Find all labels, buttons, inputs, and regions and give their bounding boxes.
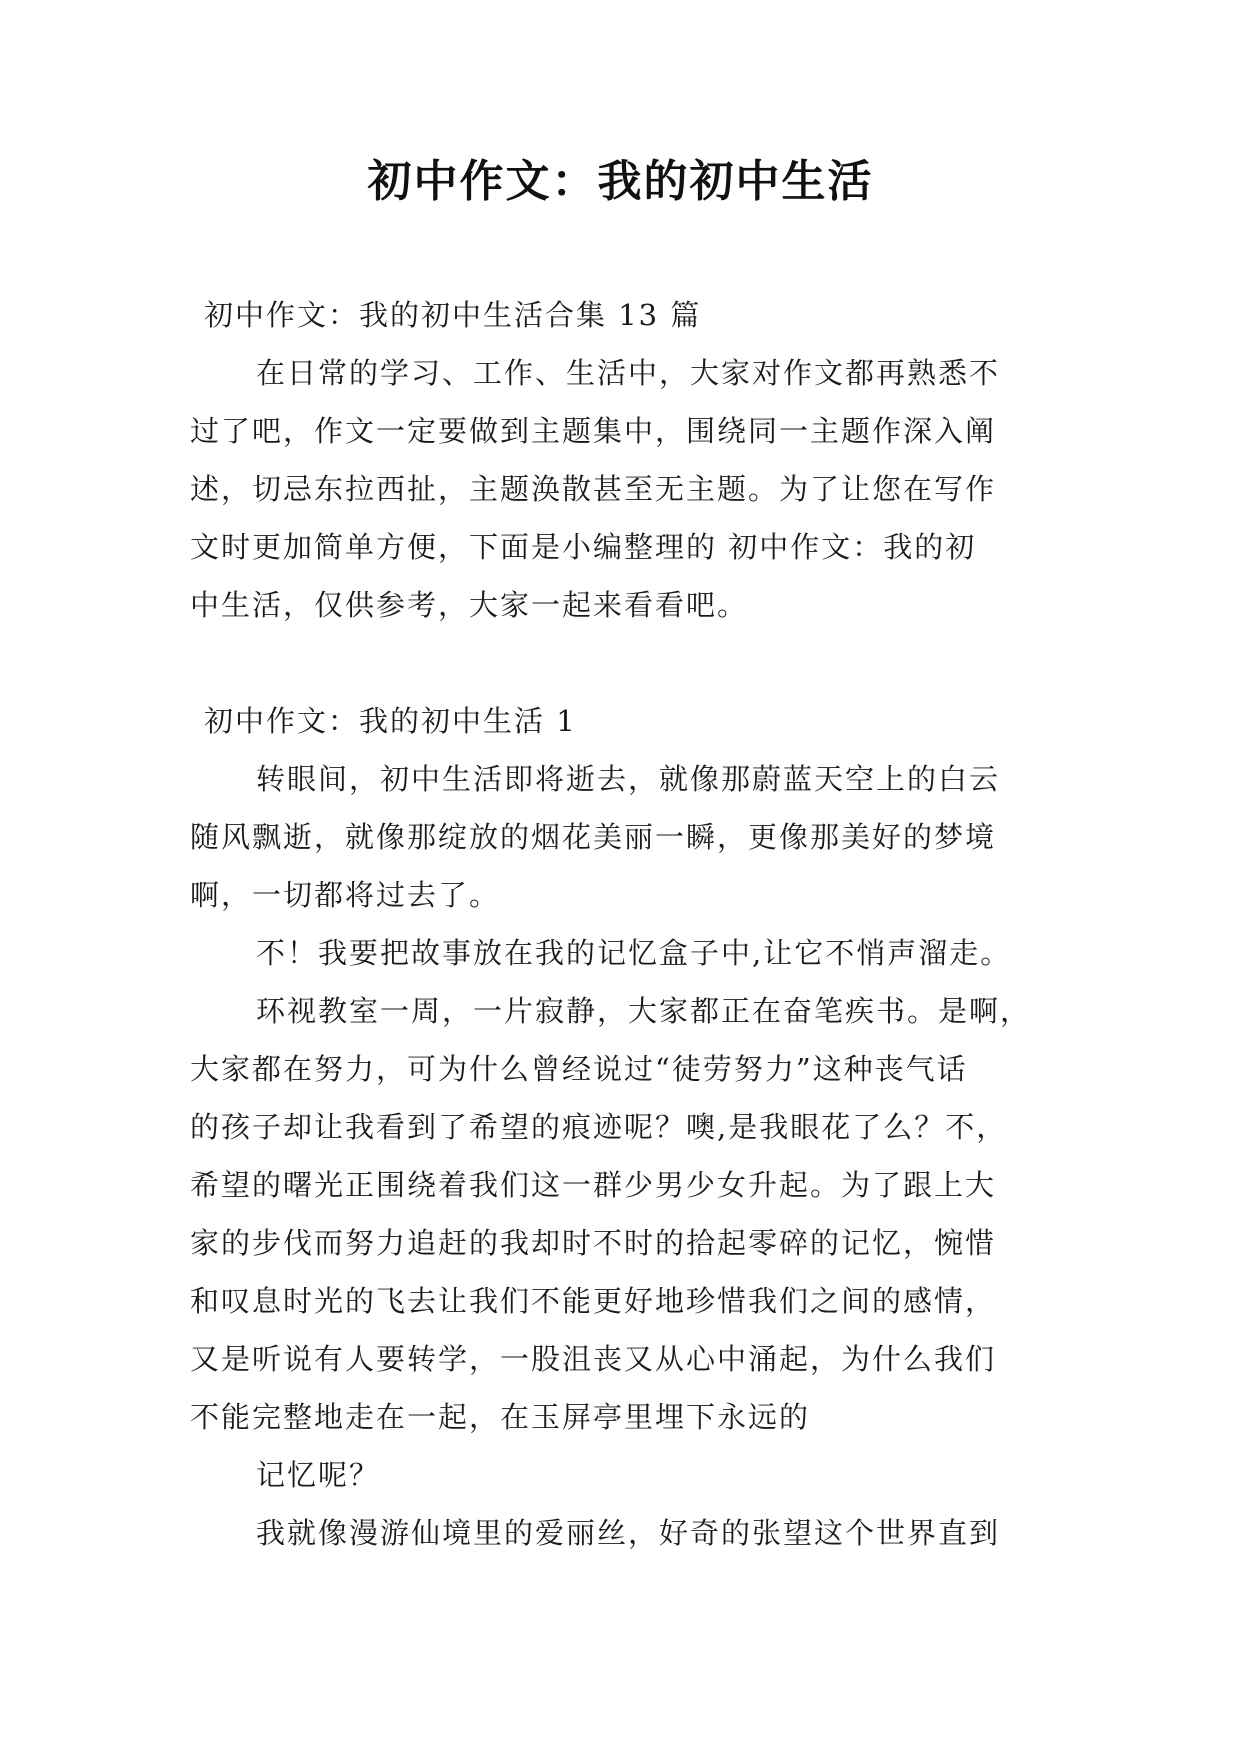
para2-line-1: 不！我要把故事放在我的记忆盒子中,让它不悄声溜走。 bbox=[256, 936, 1012, 970]
para3-line-1: 环视教室一周，一片寂静，大家都正在奋笔疾书。是啊， bbox=[256, 994, 1032, 1028]
para1-line-3: 啊，一切都将过去了。 bbox=[190, 878, 501, 912]
paragraph-gap bbox=[190, 634, 1060, 692]
para3-line-6: 和叹息时光的飞去让我们不能更好地珍惜我们之间的感情， bbox=[190, 1284, 997, 1318]
para3-line-5: 家的步伐而努力追赶的我却时不时的拾起零碎的记忆，惋惜 bbox=[190, 1226, 997, 1260]
para3-line-4: 希望的曙光正围绕着我们这一群少男少女升起。为了跟上大 bbox=[190, 1168, 997, 1202]
para3-line-3: 的孩子却让我看到了希望的痕迹呢？噢,是我眼花了么？不， bbox=[190, 1110, 1008, 1144]
para3-line-8: 不能完整地走在一起，在玉屏亭里埋下永远的 bbox=[190, 1400, 811, 1434]
page-title: 初中作文：我的初中生活 bbox=[367, 156, 874, 207]
intro-line-5: 中生活，仅供参考，大家一起来看看吧。 bbox=[190, 588, 749, 622]
document-body bbox=[190, 286, 1060, 1562]
intro-line-4: 文时更加简单方便，下面是小编整理的 初中作文：我的初 bbox=[190, 530, 977, 564]
intro-line-3: 述，切忌东拉西扯，主题涣散甚至无主题。为了让您在写作 bbox=[190, 472, 997, 506]
collection-heading: 初中作文：我的初中生活合集 13 篇 bbox=[204, 298, 702, 332]
intro-line-2: 过了吧，作文一定要做到主题集中，围绕同一主题作深入阐 bbox=[190, 414, 997, 448]
para1-line-1: 转眼间，初中生活即将逝去，就像那蔚蓝天空上的白云 bbox=[256, 762, 1001, 796]
para1-line-2: 随风飘逝，就像那绽放的烟花美丽一瞬，更像那美好的梦境 bbox=[190, 820, 997, 854]
para3-line-7: 又是听说有人要转学，一股沮丧又从心中涌起，为什么我们 bbox=[190, 1342, 997, 1376]
para4-line-1: 记忆呢？ bbox=[256, 1458, 381, 1492]
para5-line-1: 我就像漫游仙境里的爱丽丝，好奇的张望这个世界直到 bbox=[256, 1516, 1001, 1550]
para3-line-2: 大家都在努力，可为什么曾经说过“徒劳努力”这种丧气话 bbox=[190, 1052, 968, 1086]
intro-line-1: 在日常的学习、工作、生活中，大家对作文都再熟悉不 bbox=[256, 356, 1001, 390]
section-heading: 初中作文：我的初中生活 1 bbox=[204, 704, 577, 738]
